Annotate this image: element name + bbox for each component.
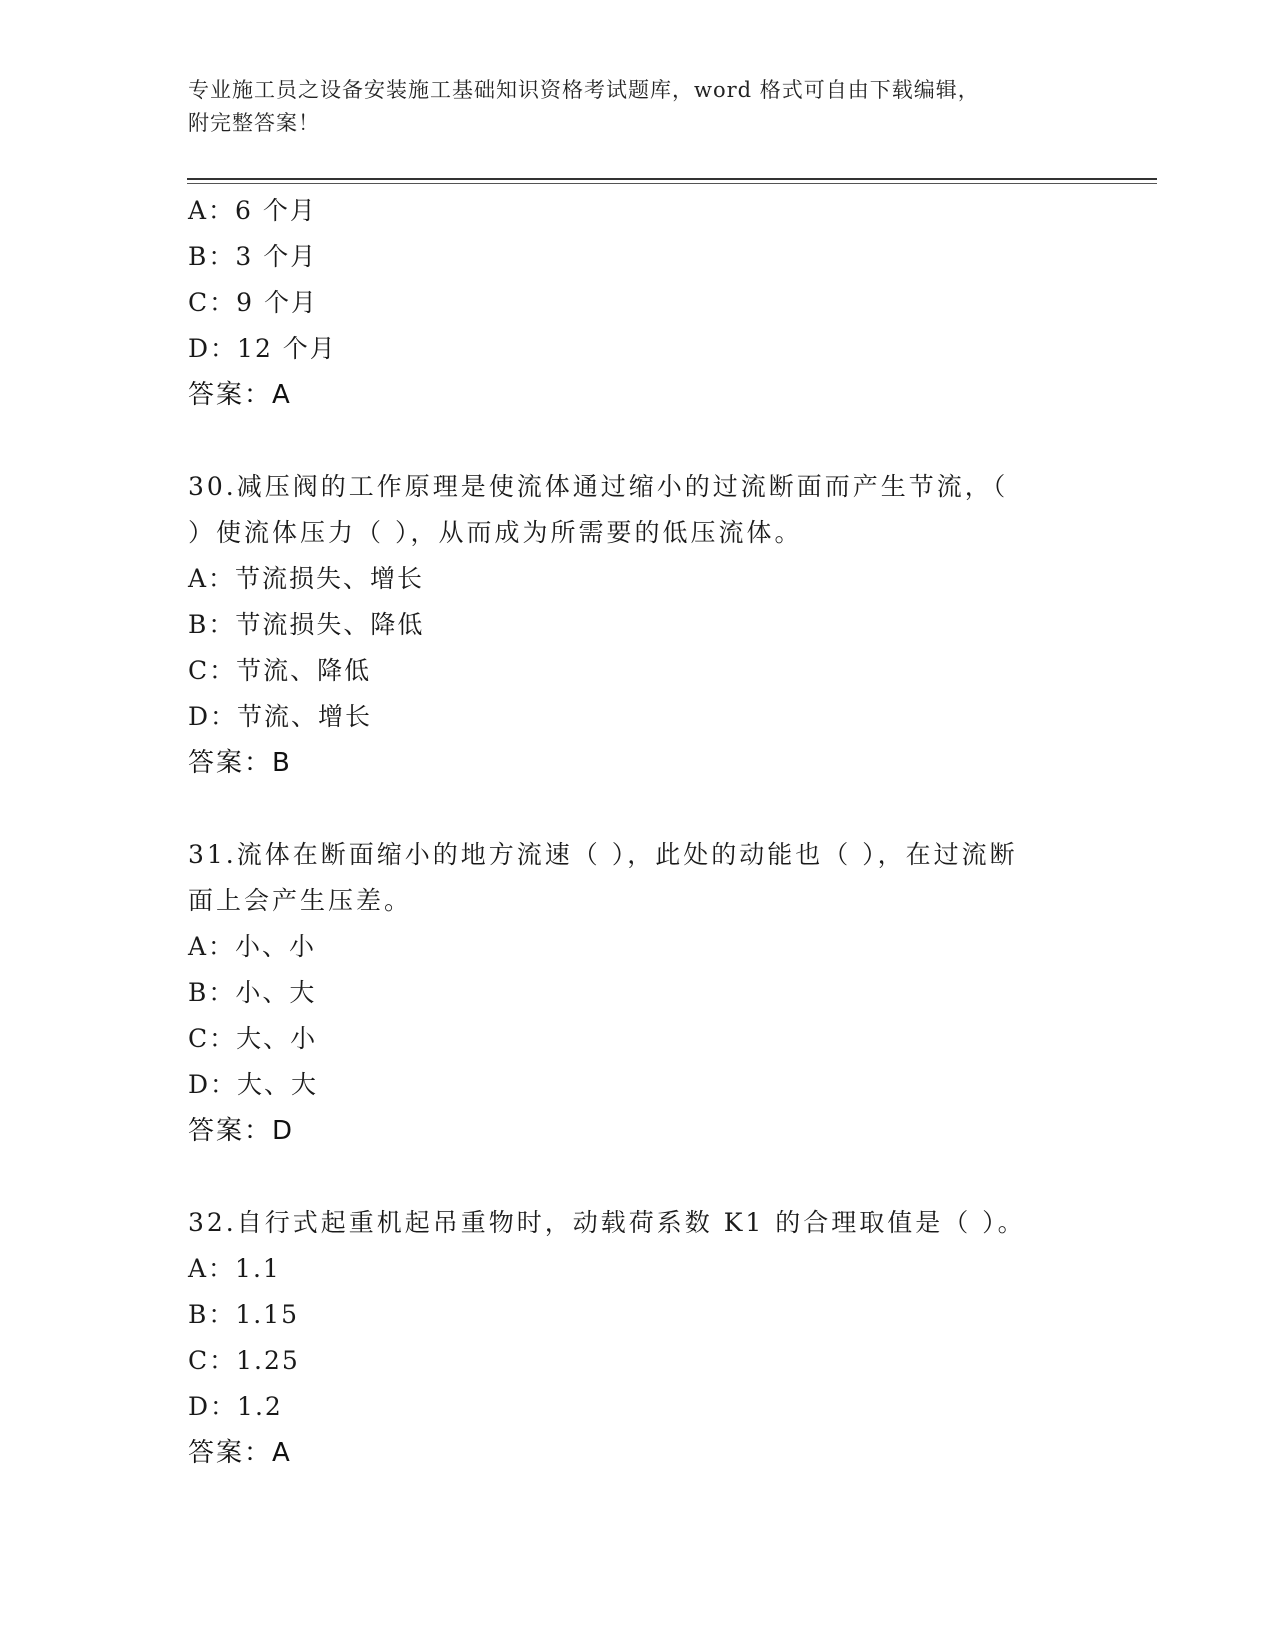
option-d: D：1.2 (188, 1392, 283, 1421)
question-31 (188, 832, 1088, 1154)
header-divider-thick (187, 178, 1157, 180)
option-a: A：小、小 (188, 932, 317, 961)
question-continued (188, 188, 1088, 418)
answer-line: 答案：A (188, 1438, 292, 1468)
question-text-line: 面上会产生压差。 (188, 886, 413, 915)
option-a: A：节流损失、增长 (188, 564, 425, 593)
option-b: B：3 个月 (188, 242, 318, 271)
question-30 (188, 464, 1088, 786)
question-text-line: 30.减压阀的工作原理是使流体通过缩小的过流断面而产生节流，（ (188, 472, 1009, 501)
option-c: C：大、小 (188, 1024, 318, 1053)
question-text-line: ）使流体压力（ ），从而成为所需要的低压流体。 (188, 518, 803, 547)
header-line-1: 专业施工员之设备安装施工基础知识资格考试题库，word 格式可自由下载编辑， (188, 78, 980, 102)
option-b: B：小、大 (188, 978, 317, 1007)
question-list (188, 188, 1088, 1476)
answer-line: 答案：A (188, 380, 292, 410)
option-d: D：节流、增长 (188, 702, 373, 731)
answer-line: 答案：D (188, 1116, 295, 1146)
question-32 (188, 1200, 1088, 1476)
document-header (188, 74, 1088, 140)
option-a: A：6 个月 (188, 196, 317, 225)
header-line-2: 附完整答案！ (188, 111, 320, 135)
answer-line: 答案：B (188, 748, 292, 778)
option-d: D：12 个月 (188, 334, 337, 363)
header-divider-thin (187, 183, 1157, 184)
question-text-line: 32.自行式起重机起吊重物时，动载荷系数 K1 的合理取值是（ ）。 (188, 1208, 1026, 1237)
option-b: B：节流损失、降低 (188, 610, 425, 639)
option-d: D：大、大 (188, 1070, 319, 1099)
option-c: C：9 个月 (188, 288, 318, 317)
option-c: C：节流、降低 (188, 656, 372, 685)
question-text-line: 31.流体在断面缩小的地方流速（ ），此处的动能也（ ），在过流断 (188, 840, 1018, 869)
option-a: A：1.1 (188, 1254, 281, 1283)
option-b: B：1.15 (188, 1300, 300, 1329)
option-c: C：1.25 (188, 1346, 300, 1375)
